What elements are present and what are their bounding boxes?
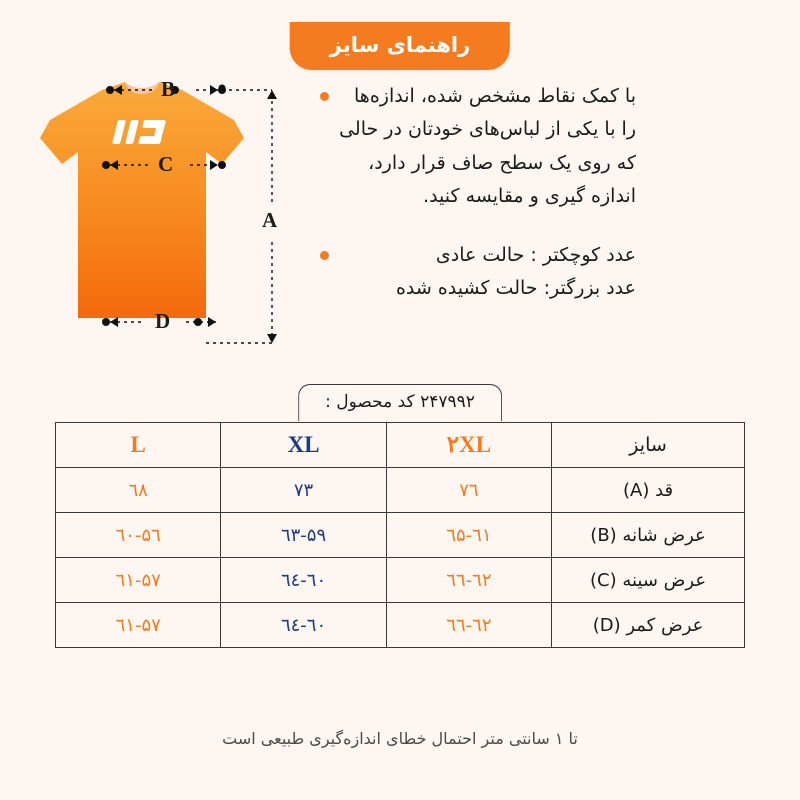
note-line: عدد بزرگتر: حالت کشیده شده xyxy=(395,277,636,300)
cell-b-xl: ۵۹-٦۳ xyxy=(221,513,386,558)
size-table xyxy=(55,422,745,648)
cell-d-l: ۵۷-٦۱ xyxy=(56,603,221,648)
table-header-l: L xyxy=(56,423,221,468)
row-label-d: عرض کمر (D) xyxy=(552,603,745,648)
table-row xyxy=(56,558,745,603)
note-line: که روی یک سطح صاف قرار دارد، xyxy=(368,151,636,174)
row-label-b: عرض شانه (B) xyxy=(552,513,745,558)
product-code xyxy=(298,384,502,421)
cell-c-2xl: ٦۲-٦٦ xyxy=(386,558,551,603)
bullet-dot-icon xyxy=(320,251,329,260)
cell-a-xl: ۷۳ xyxy=(221,468,386,513)
table-row xyxy=(56,603,745,648)
note-line: با کمک نقاط مشخص شده، اندازه‌ها xyxy=(354,85,636,107)
marker-d-label: D xyxy=(155,309,171,333)
note-line: عدد کوچکتر : حالت عادی xyxy=(435,244,636,266)
table-corner-label: سایز xyxy=(552,423,745,468)
cell-a-2xl: ۷٦ xyxy=(386,468,551,513)
row-label-c: عرض سینه (C) xyxy=(552,558,745,603)
cell-c-xl: ٦۰-٦٤ xyxy=(221,558,386,603)
note-measure-instruction xyxy=(320,80,650,213)
note-line: اندازه گیری و مقایسه کنید. xyxy=(423,184,636,207)
tshirt-shape xyxy=(40,82,244,318)
cell-d-2xl: ٦۲-٦٦ xyxy=(386,603,551,648)
note-number-meaning xyxy=(320,239,650,306)
table-header-xl: XL xyxy=(221,423,386,468)
marker-b-label: B xyxy=(161,77,176,101)
note-line: را با یکی از لباس‌های خودتان در حالی xyxy=(339,118,636,141)
marker-c-label: C xyxy=(158,152,174,176)
cell-a-l: ٦۸ xyxy=(56,468,221,513)
tshirt-illustration xyxy=(10,60,330,370)
product-code-label: کد محصول : xyxy=(325,392,415,412)
footer-note: تا ۱ سانتی متر احتمال خطای اندازه‌گیری طبیعی است xyxy=(222,729,578,748)
table-row xyxy=(56,468,745,513)
note-number-meaning-text xyxy=(329,239,650,306)
table-header-2xl: ۲XL xyxy=(386,423,551,468)
cell-b-2xl: ٦۱-٦۵ xyxy=(386,513,551,558)
cell-c-l: ۵۷-٦۱ xyxy=(56,558,221,603)
cell-b-l: ۵٦-٦۰ xyxy=(56,513,221,558)
table-header-row xyxy=(56,423,745,468)
bullet-dot-icon xyxy=(320,92,329,101)
page-title: راهنمای سایز xyxy=(290,22,510,70)
cell-d-xl: ٦۰-٦٤ xyxy=(221,603,386,648)
marker-a-label: A xyxy=(262,208,278,232)
product-code-value: ۲۴۷۹۹۲ xyxy=(420,392,475,412)
row-label-a: قد (A) xyxy=(552,468,745,513)
instructions-block xyxy=(320,80,650,324)
table-row xyxy=(56,513,745,558)
note-measure-instruction-text xyxy=(329,80,650,213)
